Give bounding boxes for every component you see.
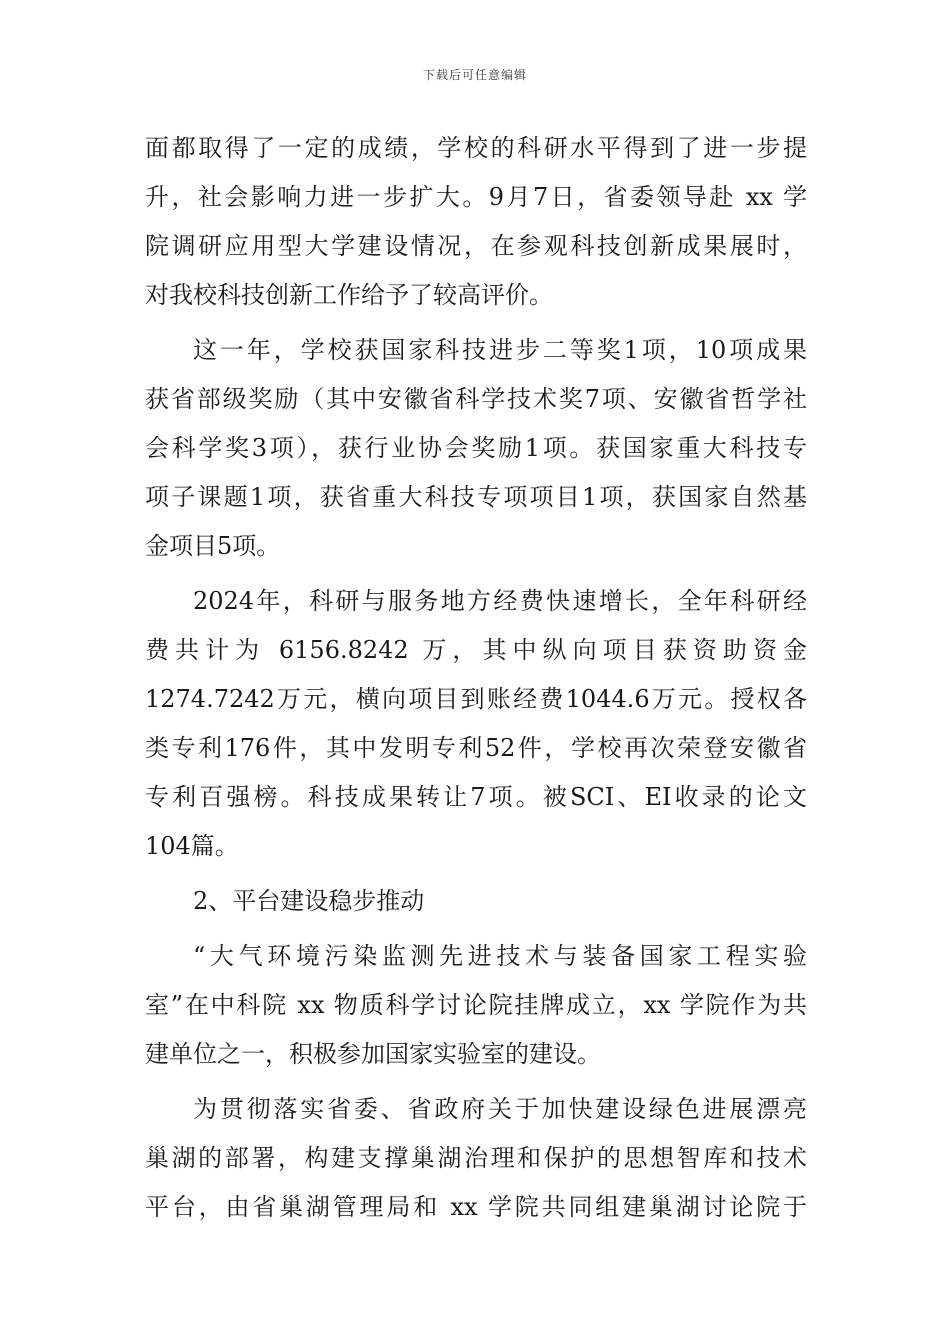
text-line: 2024年，科研与服务地方经费快速增长，全年科研经: [193, 587, 807, 615]
text-line: 2、平台建设稳步推动: [193, 887, 425, 915]
text-line: 为贯彻落实省委、省政府关于加快建设绿色进展漂亮: [193, 1095, 807, 1123]
paragraph: [145, 124, 807, 320]
text-line: 金项目5项。: [145, 532, 281, 560]
text-line: 类专利176件，其中发明专利52件，学校再次荣登安徽省: [145, 734, 807, 762]
text-line: 项子课题1项，获省重大科技专项项目1项，获国家自然基: [145, 483, 807, 511]
paragraph: [145, 326, 807, 571]
text-line: 对我校科技创新工作给予了较高评价。: [145, 281, 553, 309]
text-line: 会科学奖3项），获行业协会奖励1项。获国家重大科技专: [145, 434, 807, 462]
text-line: 室”在中科院 xx 物质科学讨论院挂牌成立，xx 学院作为共: [145, 991, 807, 1019]
paragraph: [145, 577, 807, 871]
paragraph: [145, 1085, 807, 1232]
text-line: 平台，由省巢湖管理局和 xx 学院共同组建巢湖讨论院于: [145, 1193, 807, 1221]
text-line: “大气环境污染监测先进技术与装备国家工程实验: [193, 942, 807, 970]
text-line: 1274.7242万元，横向项目到账经费1044.6万元。授权各: [145, 685, 807, 713]
text-line: 专利百强榜。科技成果转让7项。被SCI、EI收录的论文: [145, 783, 807, 811]
text-line: 这一年，学校获国家科技进步二等奖1项，10项成果: [193, 336, 807, 364]
text-line: 升，社会影响力进一步扩大。9月7日，省委领导赴 xx 学: [145, 183, 807, 211]
text-line: 104篇。: [145, 832, 239, 860]
section-heading: [145, 877, 807, 926]
text-line: 巢湖的部署，构建支撑巢湖治理和保护的思想智库和技术: [145, 1144, 807, 1172]
text-line: 院调研应用型大学建设情况，在参观科技创新成果展时，: [145, 232, 807, 260]
text-line: 费共计为 6156.8242 万，其中纵向项目获资助资金: [145, 636, 807, 664]
document-body: [145, 124, 807, 1232]
paragraph: [145, 932, 807, 1079]
text-line: 面都取得了一定的成绩，学校的科研水平得到了进一步提: [145, 134, 807, 162]
page-header: 下载后可任意编辑: [422, 68, 527, 82]
text-line: 获省部级奖励（其中安徽省科学技术奖7项、安徽省哲学社: [145, 385, 807, 413]
text-line: 建单位之一，积极参加国家实验室的建设。: [145, 1040, 601, 1068]
